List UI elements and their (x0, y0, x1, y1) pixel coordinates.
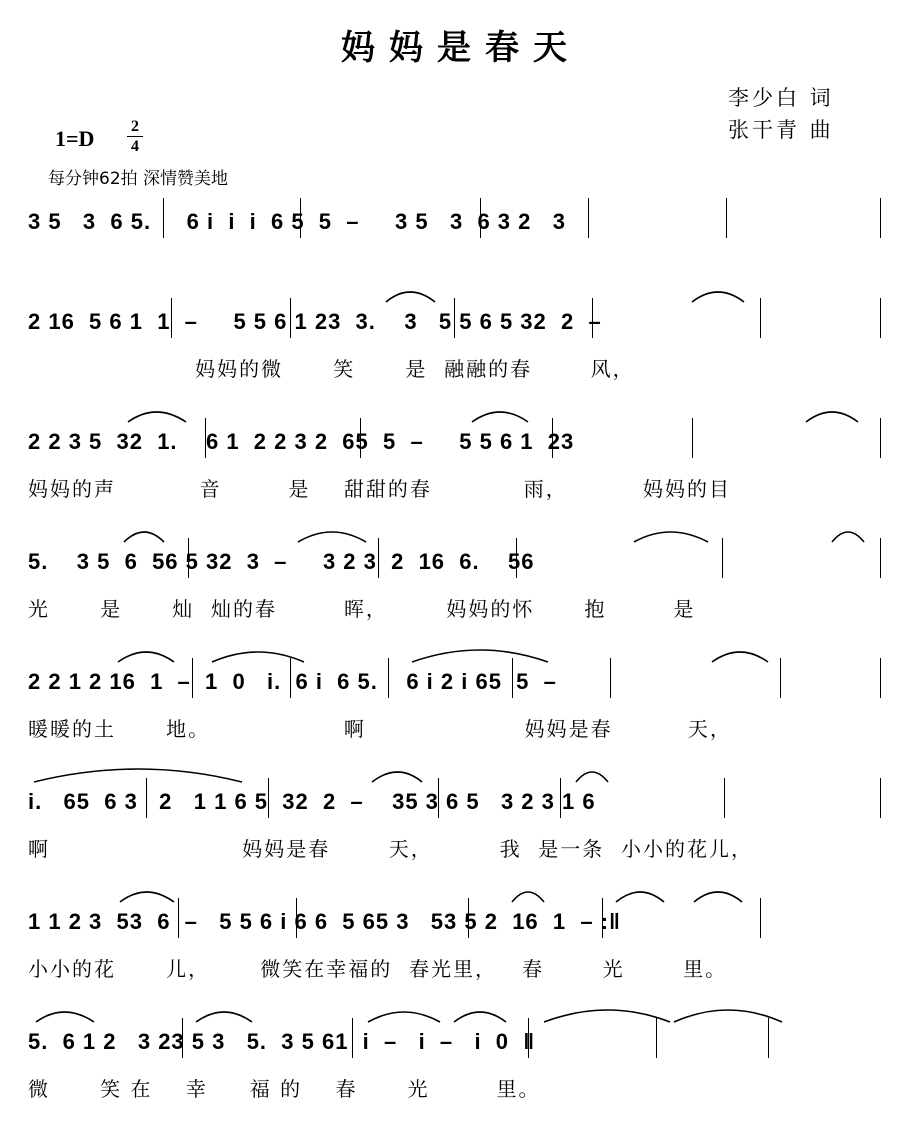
staff-system-6 (28, 784, 894, 884)
song-title: 妈妈是春天 (341, 28, 581, 68)
time-signature-top: 2 (131, 118, 139, 135)
lyric-line: 妈妈的声 音 是 甜甜的春 雨， 妈妈的目 (28, 477, 732, 501)
time-signature (127, 118, 143, 155)
staff-system-8 (28, 1024, 894, 1124)
notation-line: 2 2 1 2 16 1 – 1 0 i. 6 i 6 5. 6 i 2 i 65 5 – (28, 669, 557, 694)
staff-system-3 (28, 424, 894, 524)
staff-system-7 (28, 904, 894, 1004)
notation-line: 1 1 2 3 53 6 – 5 5 6 i 6 6 5 65 3 53 5 2 16 1 – :‖ (28, 909, 621, 934)
lyricist-credit: 李少白 词 (728, 86, 834, 110)
lyric-line: 微 笑 在 幸 福 的 春 光 里。 (28, 1077, 541, 1101)
notation-line: 2 16 5 6 1 1 – 5 5 6 1 23 3. 3 5 5 6 5 32 2 – (28, 309, 602, 334)
notation-line: 2 2 3 5 32 1. 6 1 2 2 3 2 65 5 – 5 5 6 1 23 (28, 429, 575, 454)
lyric-line: 小小的花 儿， 微笑在幸福的 春光里， 春 光 里。 (28, 957, 728, 981)
lyric-line: 暖暖的土 地。 啊 妈妈是春 天， (28, 717, 732, 741)
staff-system-4 (28, 544, 894, 644)
staff-system-2 (28, 304, 894, 404)
lyric-line: 啊 妈妈是春 天， 我 是一条 小小的花儿， (28, 837, 754, 861)
key-signature: 1=D (55, 126, 95, 151)
lyric-line: 光 是 灿 灿的春 晖， 妈妈的怀 抱 是 (28, 597, 696, 621)
staff-system-5 (28, 664, 894, 764)
composer-credit: 张干青 曲 (728, 118, 834, 142)
notation-line: 3 5 3 6 5. 6 i i i 6 5 5 – 3 5 3 6 3 2 3 (28, 209, 566, 234)
tempo-marking: 每分钟62拍 深情赞美地 (48, 169, 229, 189)
notation-line: 5. 3 5 6 56 5 32 3 – 3 2 3 2 16 6. 56 (28, 549, 535, 574)
time-signature-bar (127, 136, 143, 137)
lyric-line: 妈妈的微 笑 是 融融的春 风， (28, 357, 635, 381)
notation-line: i. 65 6 3 2 1 1 6 5 32 2 – 35 3 6 5 3 2 3 1 6 (28, 789, 596, 814)
time-signature-bottom: 4 (131, 138, 139, 155)
notation-line: 5. 6 1 2 3 23 5 3 5. 3 5 61 i – i – i 0 ‖ (28, 1029, 536, 1054)
